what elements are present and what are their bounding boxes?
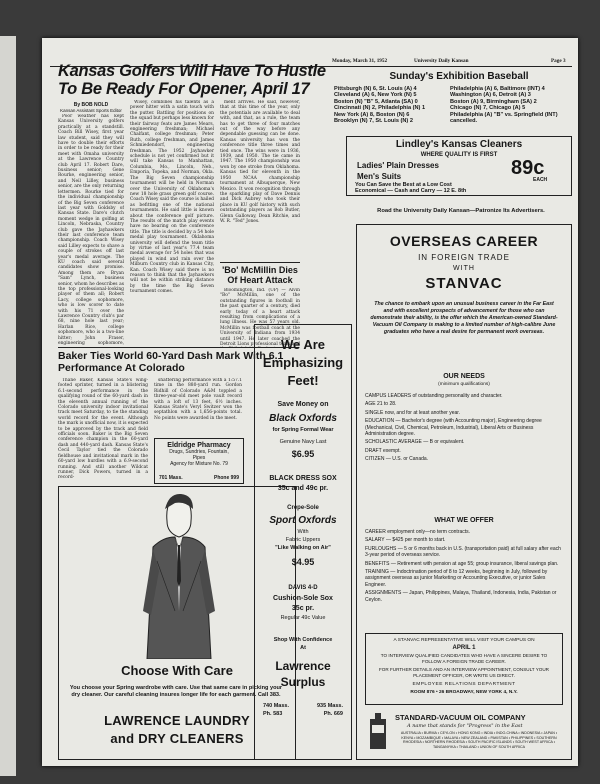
mcmillin-text: Bloomington, Ind. (UP) — Alvin "Bo" McMillin, one of the outstanding figures in football in the past quarter of a century, died early today of a heart attack resulting from complications of a lung illness. He was 57 years old. McMillin was football coach at the University of Indiana from 1934 until 1947. He later coached the Detroit Lions professional team and — [220, 288, 300, 348]
surplus-name1: Lawrence — [275, 659, 331, 673]
eldridge-line2: Pipes — [192, 455, 206, 461]
golf-text-3: ment arrives. He said, however, that at this time of the year, only the potentials are available to deal with, and that, as a rule, the team has to get three of four matches out of the way before any dependable guessing can be done. Kansas university has won the conference title three times and tied once. The wins were in 1936, 1939, and 1950. The tie came in 1947. The 1950 championship was won by one stroke from Oklahoma. Kansas tied for eleventh in the 1950 NCAA championship tournament at Albuquerque, New Mexico. It won recognition through the sparkling play of Dave Dennis and Dick Aubrey who took their place in KU golf history with such outstanding players as Bob Butler, Glenn Galloway, Dean Ritchie, and W. R. "Ted" Jones. — [220, 100, 300, 224]
stanvac-offer: TRAINING — Indoctrination period of 8 to 12 weeks, beginning in July, followed by assignment overseas as junior Marketing or Accounting Executive, or junior Sales Engineer. — [365, 569, 548, 588]
baseball-result: Boston (N) "B" 5, Atlanta (SA) 0 — [334, 98, 418, 105]
stanvac-need: EDUCATION — Bachelor's degree (with Accounting major), Engineering degree (Mechanical, Civil, Chemical, Petroleum, Industrial), Liberal Arts or Business Administration degree. — [365, 418, 542, 438]
golf-headline: Kansas Golfers Will Have To Hustle To Be Ready For Opener, April 17 — [58, 62, 326, 98]
surplus-addr1: 740 Mass. — [263, 703, 289, 709]
stanvac-need: AGE 21 to 28. — [365, 401, 397, 408]
oil-can-icon — [367, 711, 389, 751]
stanvac-needs-list — [365, 393, 563, 465]
surplus-black-oxfords: Black Oxfords — [269, 413, 337, 424]
stanvac-offer-list — [365, 529, 563, 605]
mcmillin-headline: 'Bo' McMillin Dies Of Heart Attack — [222, 265, 298, 285]
golf-text-1: Poor weather has kept Kansas University golfers practically at a standstill. Coach Bill Wisey, first year law student, said they will have to double their efforts in order to be ready for their meet with Omaha university at the Lawrence Country club April 17. Robert Dare, business senior; Gene Rourke, engineering senior, and Neil Lilley, business senior, are the only returning lettermen. Rourke tied for the individual championship of the Big Seven conference last year with Goldsby of Kansas State. Dare's clutch moment wedge in golfing at Lincoln, Nebraska, Country club gave the Jayhawkers their last conference team championship. Coach Wisey said Lilley expects to shave a couple of strokes off last year's medal average. The KU coach said several candidates show promise. Among them are Bryan "Sam" Lynch, business senior, whom he describes as the top professional-looking player of them all; Robert Lacy, college sophomore, who is low scorer to date with his 71 over the Lawrence Country club's par 68, nine hole last year; Harlan Rice, college sophomore, who is a two-line hitter; John Fraser, engineering sophomore, — [58, 114, 124, 346]
stanvac-visit4: FOR FURTHER DETAILS AND AN INTERVIEW APPOINTMENT, CONSULT YOUR PLACEMENT OFFICER, OR WRITE US DIRECT. — [379, 667, 549, 678]
stanvac-need: CITIZEN — U.S. or Canada. — [365, 456, 429, 463]
adjacent-page-edge — [0, 36, 16, 776]
surplus-crepe: Crepe-Sole — [287, 505, 319, 511]
running-head-page: Page 3 — [551, 58, 566, 64]
running-head-paper: University Daily Kansan — [414, 58, 469, 64]
stanvac-offer: FURLOUGHS — 5 or 6 months back in U.S. (transportation paid) at full salary after each 3-year period of overseas service. — [365, 545, 561, 559]
baseball-left — [334, 86, 444, 124]
baseball-result: Pittsburgh (N) 6, St. Louis (A) 4 — [334, 86, 417, 92]
eldridge-address: 701 Mass. — [159, 475, 183, 481]
lindley-price: 89c — [511, 157, 545, 179]
road-the-kansan: Road the University Daily Kansan—Patronize Its Advertisers. — [377, 208, 545, 214]
stanvac-logo: STANVAC — [425, 275, 503, 292]
baseball-result: Washington (A) 6, Detroit (A) 3 — [450, 92, 531, 99]
lawrence-surplus-ad — [254, 324, 352, 760]
lindley-mens: Men's Suits — [357, 172, 402, 181]
surplus-name2: Surplus — [280, 675, 326, 689]
baseball-result: Cleveland (A) 6, New York (N) 5 — [334, 92, 417, 99]
surplus-shop: Shop With Confidence — [273, 637, 333, 643]
lindleys-cleaners-ad — [346, 136, 572, 196]
stanvac-need: SINGLE now, and for at least another year. — [365, 409, 461, 416]
stanvac-need: CAMPUS LEADERS of outstanding personality and character. — [365, 393, 503, 399]
stanvac-visit2: APRIL 1 — [452, 645, 476, 651]
surplus-head3: Feet! — [287, 373, 319, 388]
golf-text-2: Wisey, combines his talents as a power hitter with a satin touch with the putter. Battling for positions on the squad but perhaps less known for their fairway feats are James Mears, engineering freshman; Michael Chalfant, college freshman; Peter Ruth, college freshman, and James Schmiedendorf, engineering freshman. The 1952 Jayhawker schedule is not yet confirmed but it will take Kansas to Manhattan, Columbia, Mo., Lincoln, Neb., Emporia, Topeka, and Norman, Okla. The Big Seven championship tournament will be held in Norman over the University of Oklahoma's new 18 hole grass green golf course. Coach Wisey said the course is hailed as befitting one of the national tournaments. He said little is known about the conference golf picture. The results of the match play events have no bearing on the conference title. The title is decided by a 54 hole medal play tournament. Oklahoma university will defend the team title by virtue of last year's 77.4 team medal average for 54 holes that was played in wind and rain over the Milburn Country club in Kansas City, Kan. Coach Wisey said there is no reason to think that the Jayhawkers will not be within striking distance by the time the Big Seven tournament comes. — [130, 100, 214, 295]
baseball-result: Philadelphia (A) 6, Baltimore (INT) 4 — [450, 86, 545, 92]
baseball-result: Chicago (N) 7, Chicago (A) 5 — [450, 105, 526, 112]
baseball-result: Brooklyn (N) 7, St. Louis (N) 2 — [334, 118, 413, 125]
stanvac-offer-title: WHAT WE OFFER — [434, 517, 494, 524]
surplus-formal: for Spring Formal Wear — [272, 427, 334, 433]
surplus-ph2: Ph. 669 — [323, 711, 343, 717]
stanvac-company: STANDARD-VACUUM OIL COMPANY — [395, 713, 526, 722]
surplus-cushion-price: 35c pr. — [291, 605, 315, 612]
man-in-suit-illustration — [135, 491, 221, 659]
surplus-with: With — [297, 529, 309, 535]
stanvac-needs-title: OUR NEEDS — [443, 373, 485, 380]
surplus-davis: DAVIS 4-D — [288, 585, 318, 591]
eldridge-name: Eldridge Pharmacy — [167, 442, 231, 449]
surplus-save: Save Money on — [277, 401, 329, 408]
stanvac-needs-sub: (minimum qualifications) — [438, 382, 490, 387]
eldridge-line3: Agency for Mixture No. 79 — [170, 461, 228, 467]
golf-column-3 — [220, 100, 300, 260]
eldridge-phone: Phone 999 — [213, 475, 239, 481]
surplus-ph1: Ph. 583 — [263, 711, 283, 717]
baseball-result: New York (A) 8, Boston (N) 6 — [334, 111, 410, 118]
baseball-right — [450, 86, 574, 124]
baseball-title: Sunday's Exhibition Baseball — [389, 71, 529, 82]
surplus-sport-oxfords: Sport Oxfords — [269, 515, 337, 526]
stanvac-tagline: A name that stands for "Progress" in the East — [407, 723, 523, 729]
surplus-at: At — [300, 645, 306, 651]
golf-column-1 — [58, 114, 124, 346]
laundry-body: You choose your Spring wardrobe with care. Use that same care in picking your dry cleaner. Our careful cleaning insures longer life for each garment. Call 383. — [69, 685, 283, 698]
surplus-fabric: Fabric Uppers — [285, 537, 321, 543]
stanvac-cities: AUSTRALIA • BURMA • CEYLON • HONG KONG • INDIA • INDO-CHINA • INDONESIA • JAPAN • KENYA • MOZAMBIQUE • MALAYA • NEW ZEALAND • PAKISTAN • PHILIPPINES • SOUTHERN RHODESIA • NORTHERN RHODESIA • SOUTH PACIFIC ISLANDS • SOUTH WEST AFRICA • TANGANYIKA • THAILAND • UNION OF SOUTH AFRICA — [400, 731, 558, 749]
laundry-name1: LAWRENCE LAUNDRY — [104, 713, 250, 728]
surplus-cushion: Cushion-Sole Sox — [273, 595, 333, 602]
stanvac-ad — [356, 224, 572, 760]
baker-column-2 — [154, 378, 242, 430]
lindley-where: WHERE QUALITY IS FIRST — [420, 152, 498, 158]
golf-byline-title: Kansan Assistant Sports Editor — [60, 108, 122, 113]
newspaper-page — [42, 38, 578, 766]
stanvac-visit1: A STANVAC REPRESENTATIVE WILL VISIT YOUR CAMPUS ON — [393, 638, 535, 643]
stanvac-head3: WITH — [453, 265, 475, 272]
stanvac-need: SCHOLASTIC AVERAGE — B or equivalent. — [365, 439, 465, 446]
surplus-navy: Genuine Navy Last — [279, 439, 327, 445]
surplus-walking: "Like Walking on Air" — [275, 545, 331, 551]
lindley-title: Lindley's Kansas Cleaners — [395, 139, 523, 150]
baker-text-2: shattering performance with a 1:57.1 time in the 880-yard run. Gordon Ridhill of Colorado A&M toppled a three-year-old meet pole vault record with a loft of 13 feet, 6½ inches. Kansas State's Veryl Switzer won the septathlon with a 1,656-points total. No points were awarded in the meet. — [154, 378, 242, 421]
stanvac-visit3: TO INTERVIEW QUALIFIED CANDIDATES WHO HAVE A SINCERE DESIRE TO FOLLOW A FOREIGN TRADE CAREER. — [380, 653, 548, 664]
baker-headline: Baker Ties World 60-Yard Dash Mark With 6.1 Performance At Colorado — [58, 350, 284, 374]
surplus-dress-price: 35c and 49c pr. — [277, 485, 329, 492]
surplus-head2: Emphasizing — [262, 355, 344, 370]
lindley-save: You Can Save the Best at a Low Cost — [355, 182, 452, 188]
running-head-date: Monday, March 31, 1952 — [332, 58, 388, 64]
stanvac-visit6: ROOM 876 • 26 BROADWAY, NEW YORK 4, N.Y. — [410, 690, 518, 695]
surplus-dress-sox: BLACK DRESS SOX — [269, 475, 337, 482]
stanvac-offer: ASSIGNMENTS — Japan, Philippines, Malaya, Thailand, Indonesia, India, Pakistan or Ceylon. — [365, 590, 557, 603]
laundry-name2: and DRY CLEANERS — [110, 731, 244, 746]
stanvac-head2: IN FOREIGN TRADE — [418, 253, 510, 262]
stanvac-offer: CAREER employment only—no term contracts. — [365, 529, 471, 535]
surplus-addr2: 935 Mass. — [317, 703, 343, 709]
stanvac-visit-box — [365, 633, 563, 705]
golf-byline: By BOB NOLD — [73, 102, 109, 108]
golf-byline-block — [58, 102, 124, 113]
laundry-headline: Choose With Care — [121, 663, 233, 678]
eldridge-line1: Drugs, Sundries, Fountain, — [169, 449, 229, 455]
lindley-ladies: Ladies' Plain Dresses — [357, 161, 439, 170]
eldridge-pharmacy-ad — [154, 438, 244, 484]
stanvac-intro: The chance to embark upon an unusual business career in the Far East and with excellent prospects of advancement for those who can demonstrate their ability, is the offer which the American-owned Standard-Vacuum Oil Company is making to a limited number of high-calibre June graduates who have a real desire for permanent work overseas. — [370, 301, 558, 335]
baker-text-1: Thane Baker, Kansas State's wing-footed sprinter, turned in a blistering 6.1-second performance in the qualifying round of the 60-yard dash in the eleventh annual running of the Colorado university indoor invitational track meet Saturday, to tie the standing world record for the event. Although the mark is unofficial now, it is expected to be approved by the track and field officials soon. Baker is the Big Seven conference champion in the 60-yard dash and 440-yard dash. Kansas State's Cecil Taylor tied the Colorado fieldhouse and invitational mark in the 60-yard low hurdles with a 6.9-second running. And still another Wildcat runner, Dick Powers, turned in a record- — [58, 378, 148, 481]
surplus-head1: We Are — [280, 337, 326, 352]
baseball-result: Cincinnati (N) 2, Philadelphia (N) 1 — [334, 105, 426, 112]
baseball-result: Boston (A) 9, Birmingham (SA) 2 — [450, 98, 537, 105]
lindley-each: EACH — [533, 177, 548, 183]
stanvac-head1: OVERSEAS CAREER — [389, 233, 539, 249]
stanvac-offer: SALARY — $425 per month to start. — [365, 537, 446, 544]
stanvac-offer: BENEFITS — Retirement with pension at age 55; group insurance, liberal savings plan. — [365, 560, 559, 567]
surplus-price1: $6.95 — [291, 449, 315, 459]
baseball-result: Philadelphia (A) "B" vs. Springfield (INT) cancelled. — [450, 111, 558, 125]
stanvac-visit5: EMPLOYEE RELATIONS DEPARTMENT — [412, 682, 516, 687]
lindley-econ: Economical — Cash and Carry — 12 E. 8th — [355, 188, 467, 194]
stanvac-need: DRAFT exempt. — [365, 447, 401, 454]
surplus-regular: Regular 49c Value — [280, 615, 326, 621]
golf-column-2 — [130, 100, 214, 346]
surplus-price2: $4.95 — [291, 557, 315, 567]
